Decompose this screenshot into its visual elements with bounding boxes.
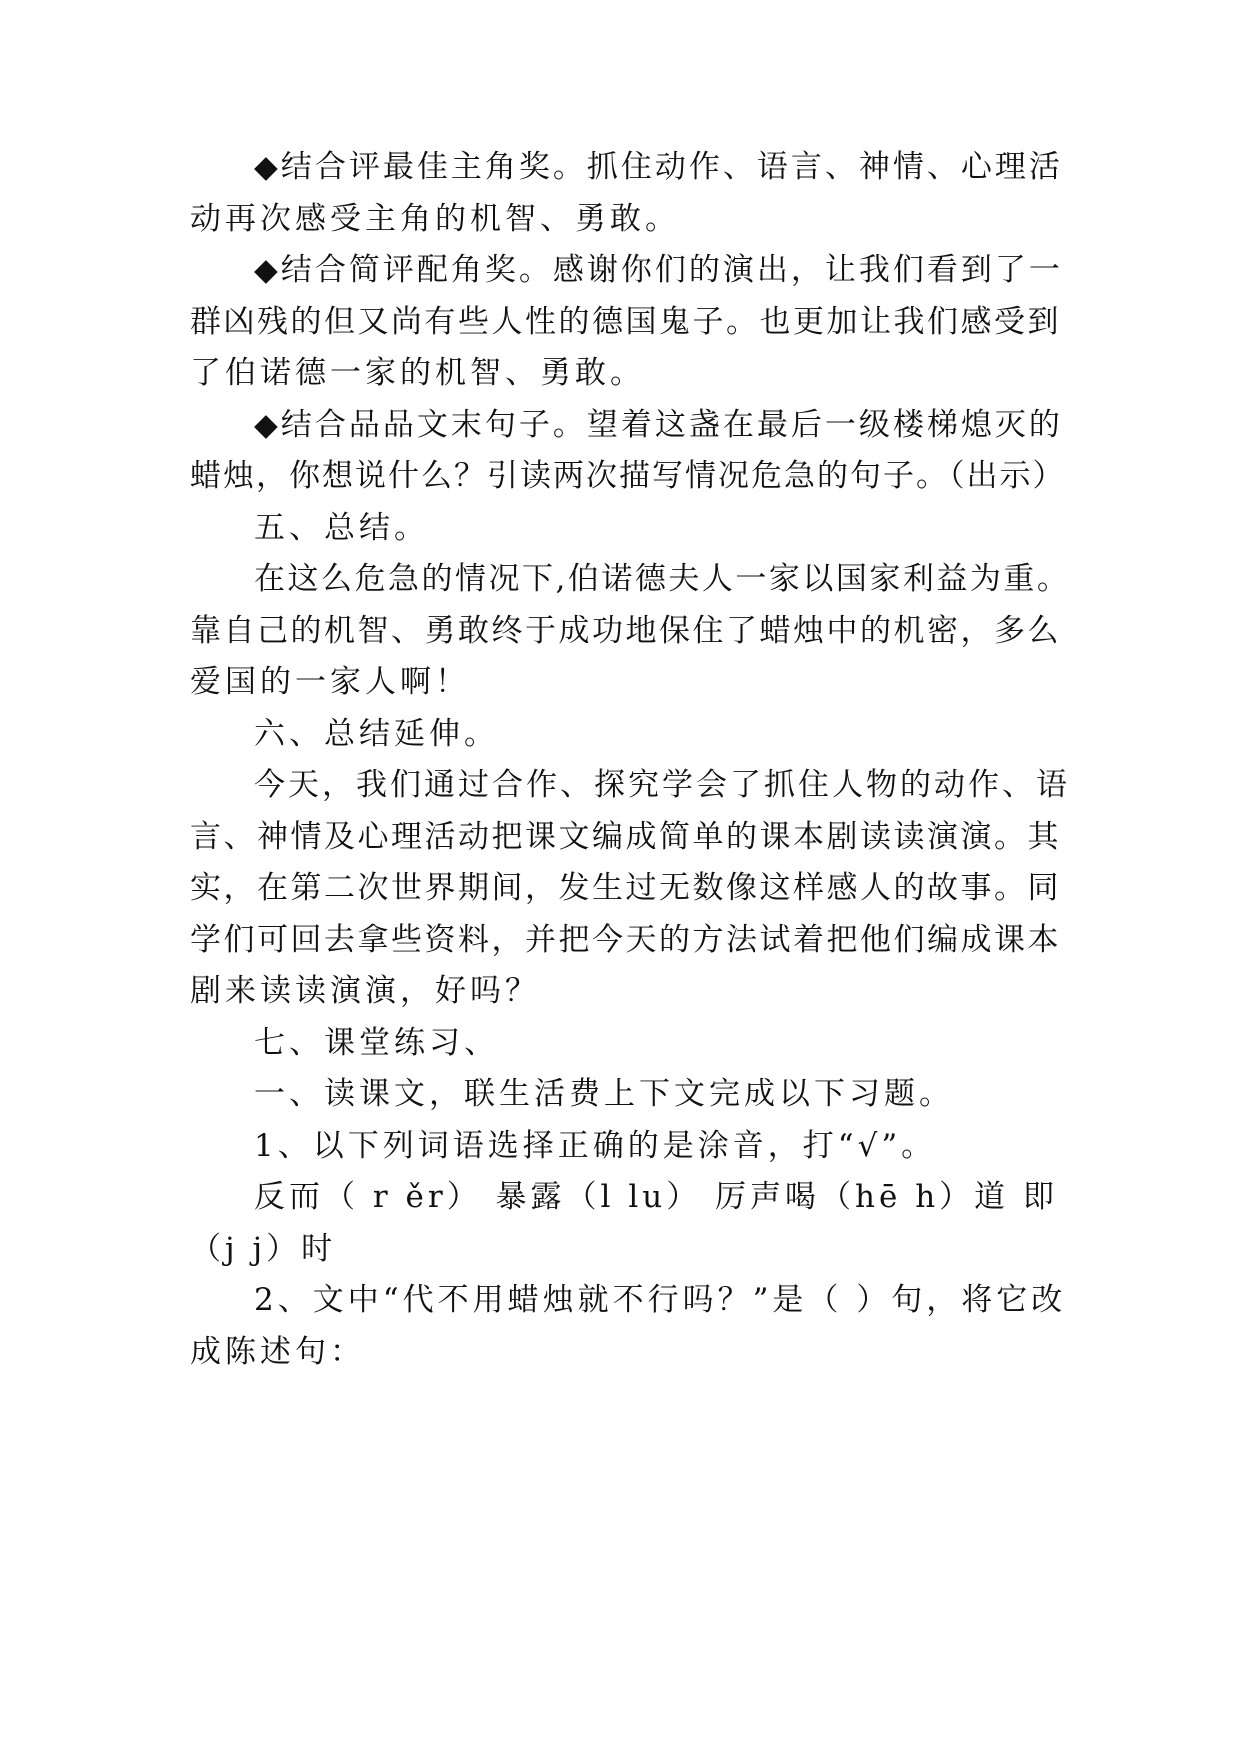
exercise-item: 反而（ r ěr） 暴露（l lu） 厉声喝（hē h）道 即 (254, 1179, 1059, 1215)
paragraph-line: 实，在第二次世界期间，发生过无数像这样感人的故事。同 (190, 870, 1061, 906)
paragraph-line: ◆结合品品文末句子。望着这盏在最后一级楼梯熄灭的 (254, 407, 1063, 443)
paragraph-line: 群凶残的但又尚有些人性的德国鬼子。也更加让我们感受到 (190, 304, 1061, 340)
exercise-item: 2、文中“代不用蜡烛就不行吗？”是（ ）句，将它改 (254, 1282, 1067, 1318)
exercise-item: （j j）时 (190, 1231, 337, 1267)
paragraph-line: ◆结合评最佳主角奖。抓住动作、语言、神情、心理活 (254, 149, 1063, 185)
paragraph-line: 了伯诺德一家的机智、勇敢。 (190, 355, 645, 391)
paragraph-line: 学们可回去拿些资料，并把今天的方法试着把他们编成课本 (190, 922, 1061, 958)
paragraph-line: 言、神情及心理活动把课文编成简单的课本剧读读演演。其 (190, 819, 1061, 855)
paragraph-line: 爱国的一家人啊！ (190, 664, 470, 700)
exercise-heading: 一、读课文，联生活费上下文完成以下习题。 (254, 1076, 954, 1112)
section-heading: 五、总结。 (254, 510, 429, 546)
exercise-item: 成陈述句： (190, 1334, 365, 1370)
paragraph-line: ◆结合简评配角奖。感谢你们的演出，让我们看到了一 (254, 252, 1063, 288)
section-heading: 六、总结延伸。 (254, 716, 499, 752)
paragraph-line: 蜡烛，你想说什么？引读两次描写情况危急的句子。（出示） (190, 458, 1066, 494)
paragraph-line: 剧来读读演演，好吗？ (190, 973, 540, 1009)
paragraph-line: 今天，我们通过合作、探究学会了抓住人物的动作、语 (254, 767, 1070, 803)
paragraph-line: 靠自己的机智、勇敢终于成功地保住了蜡烛中的机密，多么 (190, 613, 1061, 649)
section-heading: 七、课堂练习、 (254, 1025, 499, 1061)
paragraph-line: 在这么危急的情况下,伯诺德夫人一家以国家利益为重。 (254, 561, 1071, 597)
paragraph-line: 动再次感受主角的机智、勇敢。 (190, 201, 680, 237)
exercise-item: 1、以下列词语选择正确的是涂音，打“√”。 (254, 1128, 937, 1164)
